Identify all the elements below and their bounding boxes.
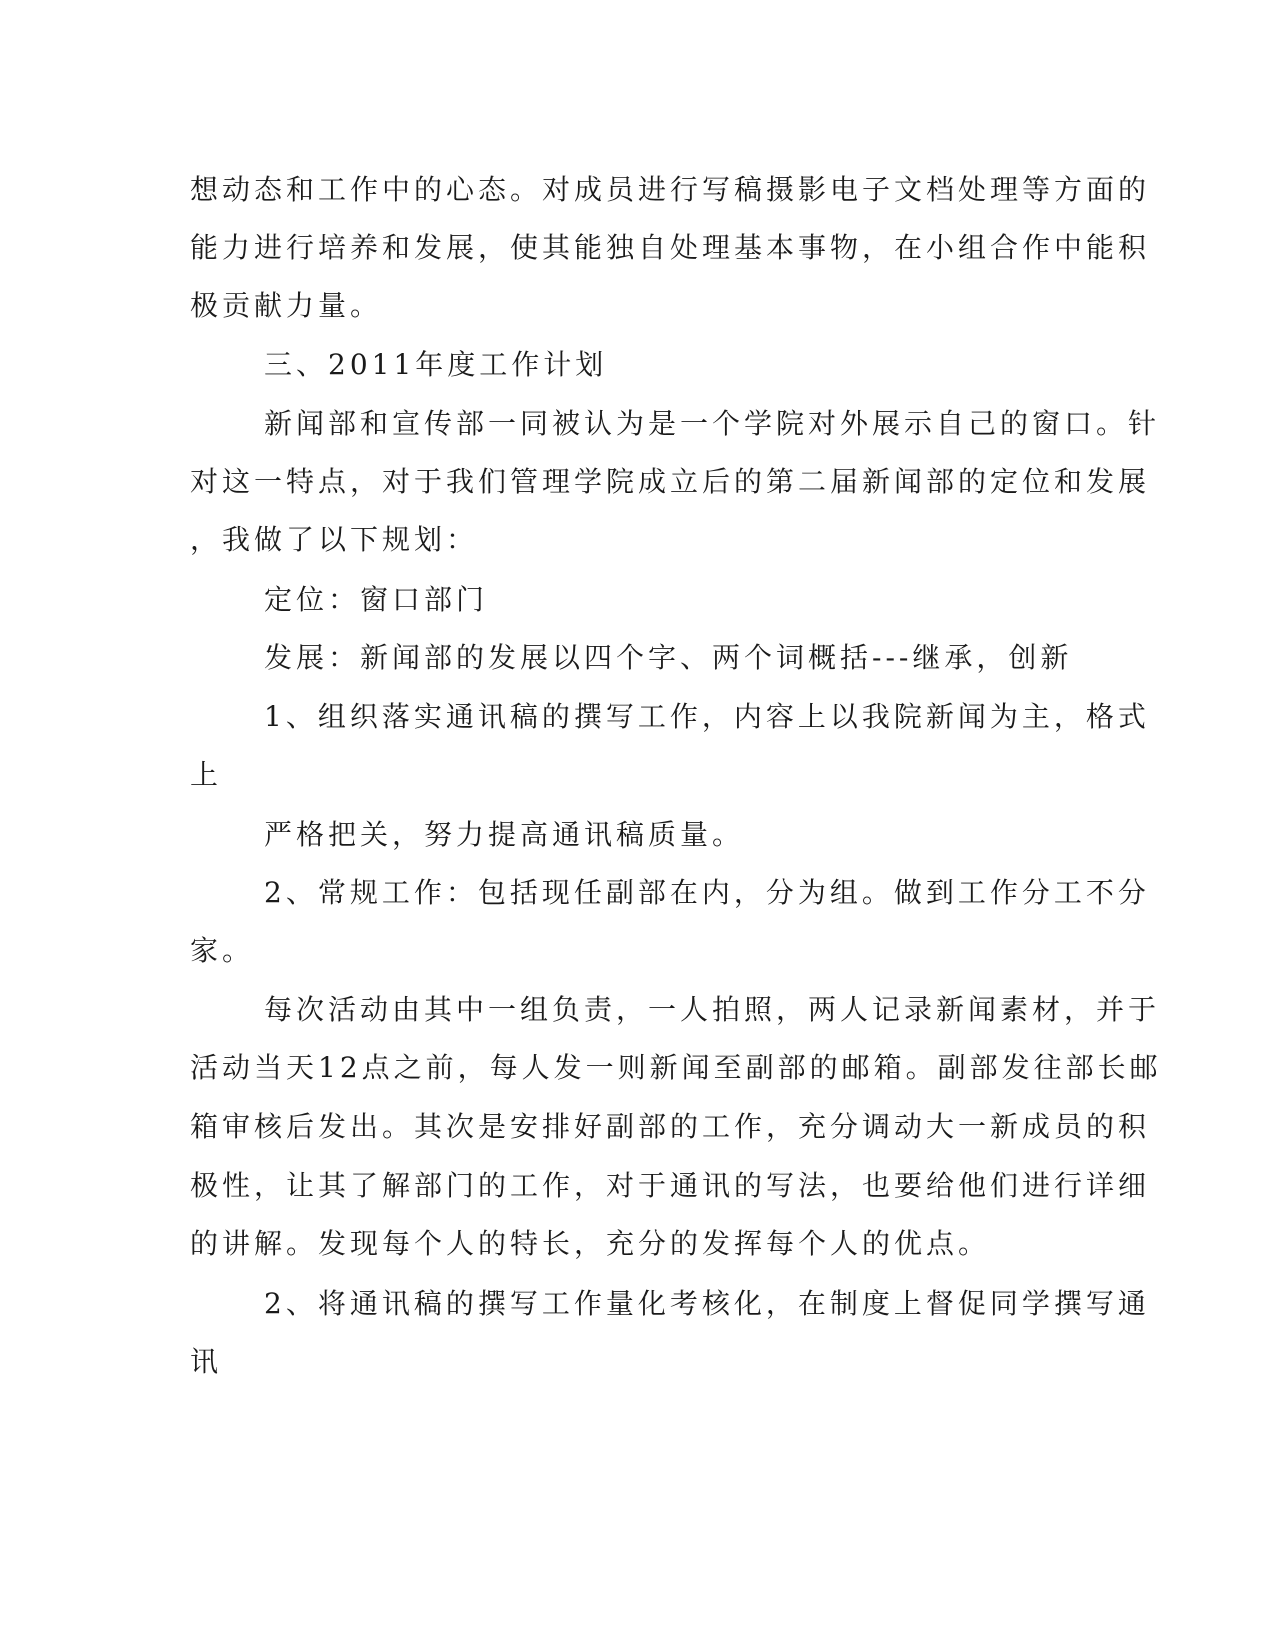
section-heading: 三、2011年度工作计划 (264, 348, 608, 381)
text-line: 家。 (190, 934, 255, 967)
text-line: 新闻部和宣传部一同被认为是一个学院对外展示自己的窗口。针 (264, 407, 1161, 440)
text-line: 的讲解。发现每个人的特长，充分的发挥每个人的优点。 (190, 1227, 991, 1260)
text-line: 讯 (190, 1345, 223, 1378)
text-line: 每次活动由其中一组负责，一人拍照，两人记录新闻素材，并于 (264, 993, 1161, 1026)
text-line: 对这一特点，对于我们管理学院成立后的第二届新闻部的定位和发展 (190, 465, 1151, 498)
text-line: 极性，让其了解部门的工作，对于通讯的写法，也要给他们进行详细 (190, 1169, 1151, 1202)
text-line: 发展：新闻部的发展以四个字、两个词概括---继承，创新 (264, 641, 1073, 674)
text-line: 严格把关，努力提高通讯稿质量。 (264, 818, 745, 851)
list-item: 2、常规工作：包括现任副部在内，分为组。做到工作分工不分 (264, 876, 1150, 909)
list-item: 2、将通讯稿的撰写工作量化考核化，在制度上督促同学撰写通 (264, 1287, 1150, 1320)
text-line: 活动当天12点之前，每人发一则新闻至副部的邮箱。副部发往部长邮 (190, 1051, 1162, 1084)
text-line: ，我做了以下规划： (190, 523, 479, 556)
text-line: 定位：窗口部门 (264, 583, 489, 616)
text-line: 极贡献力量。 (190, 289, 383, 322)
text-line: 上 (190, 758, 223, 791)
text-line: 想动态和工作中的心态。对成员进行写稿摄影电子文档处理等方面的 (190, 173, 1151, 206)
text-line: 箱审核后发出。其次是安排好副部的工作，充分调动大一新成员的积 (190, 1110, 1151, 1143)
text-line: 能力进行培养和发展，使其能独自处理基本事物，在小组合作中能积 (190, 231, 1151, 264)
list-item: 1、组织落实通讯稿的撰写工作，内容上以我院新闻为主，格式 (264, 700, 1150, 733)
